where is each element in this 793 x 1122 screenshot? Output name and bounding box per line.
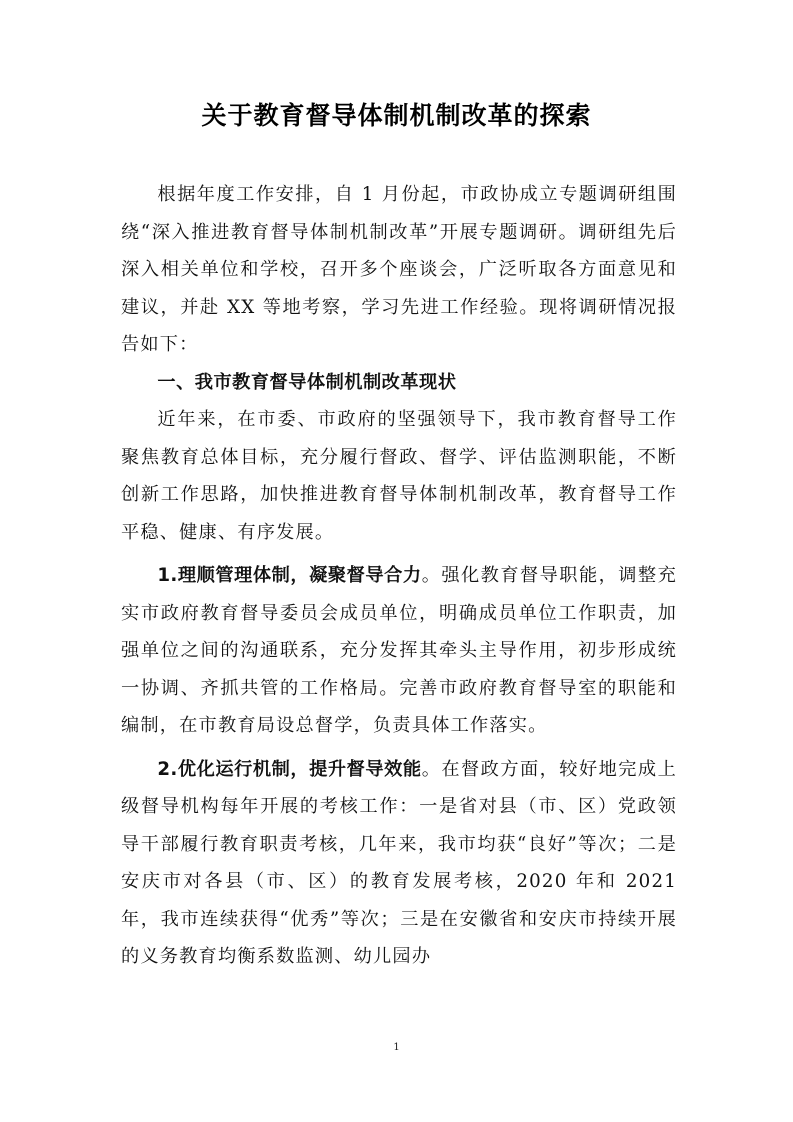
section-heading: 一、我市教育督导体制机制改革现状	[157, 371, 457, 393]
item-1-lead: 1.理顺管理体制，凝聚督导合力	[157, 565, 422, 586]
intro-paragraph: 根据年度工作安排，自 1 月份起，市政协成立专题调研组围绕“深入推进教育督导体制机制改革”开展专题调研。调研组先后深入相关单位和学校，召开多个座谈会，广泛听取各方面意见和建议，并赴 XX 等地考察，学习先进工作经验。现将调研情况报告如下：	[121, 184, 677, 355]
page-number: 1	[393, 1042, 400, 1053]
item-1-paragraph	[121, 557, 677, 745]
section-paragraph: 近年来，在市委、市政府的坚强领导下，我市教育督导工作聚焦教育总体目标，充分履行督政、督学、评估监测职能，不断创新工作思路，加快推进教育督导体制机制改革，教育督导工作平稳、健康、有序发展。	[121, 409, 677, 543]
document-body	[121, 176, 677, 976]
item-1-body: 。强化教育督导职能，调整充实市政府教育督导委员会成员单位，明确成员单位工作职责，加强单位之间的沟通联系，充分发挥其牵头主导作用，初步形成统一协调、齐抓共管的工作格局。完善市政府教育督导室的职能和编制，在市教育局设总督学，负责具体工作落实。	[121, 565, 677, 736]
item-2-body: 。在督政方面，较好地完成上级督导机构每年开展的考核工作：一是省对县（市、区）党政领导干部履行教育职责考核，几年来，我市均获“良好”等次；二是安庆市对各县（市、区）的教育发展考核，2020 年和 2021 年，我市连续获得“优秀”等次；三是在安徽省和安庆市持续开展的义务教育均衡系数监测、幼儿园办	[121, 758, 677, 967]
item-2-paragraph	[121, 751, 677, 976]
item-2-lead: 2.优化运行机制，提升督导效能	[157, 758, 422, 780]
document-title: 关于教育督导体制机制改革的探索	[201, 101, 592, 130]
